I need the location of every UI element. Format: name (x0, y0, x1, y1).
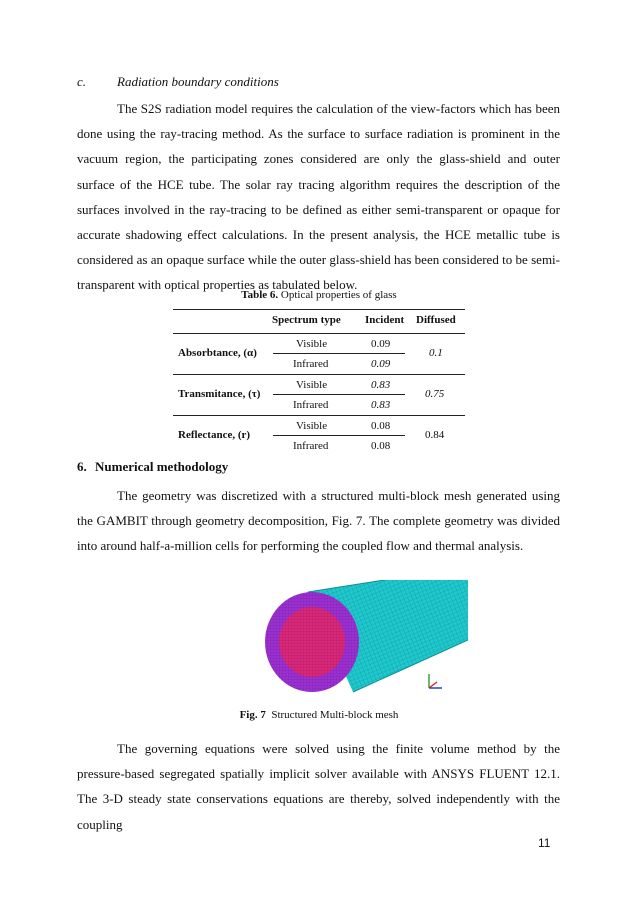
table-header-rule (173, 333, 465, 334)
table-top-rule (173, 309, 465, 310)
table-cell-incident: 0.83 (371, 379, 391, 391)
table-caption-text: Optical properties of glass (280, 289, 397, 301)
table-row-rule (173, 415, 465, 416)
table-cell-spectrum: Infrared (293, 440, 329, 452)
table-cell-incident: 0.08 (371, 420, 391, 432)
table-row-divider (273, 394, 405, 395)
table-cell-spectrum: Infrared (293, 358, 329, 370)
table-row-divider (273, 353, 405, 354)
mesh-figure-graphic (258, 580, 468, 700)
table-cell-incident: 0.08 (371, 440, 391, 452)
table-row-label: Transmitance, (τ) (178, 388, 261, 400)
mesh-figure (258, 580, 468, 700)
table-row-divider (273, 435, 405, 436)
section-number: 6. (77, 459, 87, 474)
figure-caption-text: Structured Multi-block mesh (271, 709, 399, 721)
optical-properties-table (173, 309, 465, 455)
table-cell-spectrum: Infrared (293, 399, 329, 411)
page-number: 11 (538, 836, 551, 850)
table-header-incident: Incident (365, 314, 405, 326)
table-cell-spectrum: Visible (296, 420, 328, 432)
table-caption (0, 289, 638, 301)
table-cell-incident: 0.09 (371, 338, 391, 350)
table-row-rule (173, 374, 465, 375)
table-cell-spectrum: Visible (296, 338, 328, 350)
table-row-label: Reflectance, (r) (178, 429, 251, 441)
body-paragraph-radiation: The S2S radiation model requires the calculation of the view-factors which has been done using the ray-tracing method. As the surface to surface radiation is prominent in the vacuum region, the participating zones considered are only the glass-shield and outer surface of the HCE tube. The solar ray tracing algorithm requires the description of the surfaces involved in the ray-tracing to be defined as either semi-transparent or opaque for accurate shadowing effect calculations. In the present analysis, the HCE metallic tube is considered as an opaque surface while the outer glass-shield has been considered to be semi-transparent with optical properties as tabulated below. (77, 101, 560, 293)
table-label: Table 6. (241, 289, 279, 301)
figure-caption (0, 709, 638, 721)
table-cell-diffused: 0.1 (429, 347, 443, 359)
subsection-number: c. (77, 74, 87, 89)
subsection-heading (77, 74, 279, 90)
subsection-title: Radiation boundary conditions (117, 74, 279, 89)
table-cell-incident: 0.09 (371, 358, 391, 370)
table-cell-spectrum: Visible (296, 379, 328, 391)
table-cell-diffused: 0.84 (425, 429, 445, 441)
table-header-diffused: Diffused (416, 314, 456, 326)
body-paragraph-governing-equations: The governing equations were solved using the finite volume method by the pressure-based segregated spatially implicit solver available with ANSYS FLUENT 12.1. The 3-D steady state conservations equations are thereby, solved independently with the coupling (77, 741, 560, 832)
table-cell-diffused: 0.75 (425, 388, 445, 400)
figure-label: Fig. 7 (239, 709, 266, 721)
tube-core (279, 607, 345, 677)
section-heading (77, 459, 228, 475)
axis-triad-icon (429, 674, 442, 688)
body-paragraph-methodology: The geometry was discretized with a structured multi-block mesh generated using the GAMBIT through geometry decomposition, Fig. 7. The complete geometry was divided into around half-a-million cells for performing the coupled flow and thermal analysis. (77, 488, 560, 554)
table-header-spectrum: Spectrum type (272, 314, 341, 326)
table-cell-incident: 0.83 (371, 399, 391, 411)
table-row-label: Absorbtance, (α) (178, 347, 257, 359)
section-title: Numerical methodology (95, 459, 229, 474)
